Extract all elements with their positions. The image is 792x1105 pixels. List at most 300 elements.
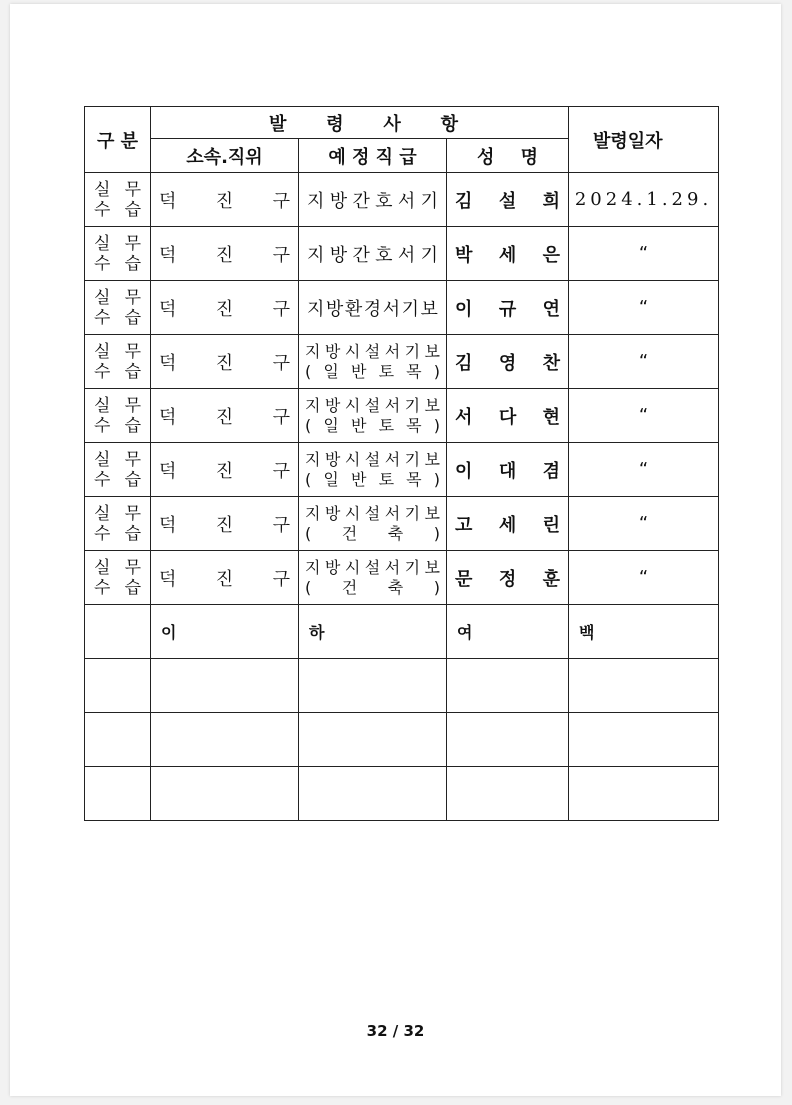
char: 기 — [420, 190, 438, 212]
char: 습 — [124, 577, 141, 598]
affiliation-text — [151, 241, 298, 267]
char: 간 — [352, 244, 370, 266]
char: 진 — [215, 352, 234, 374]
affiliation-cell — [151, 335, 299, 389]
char: 덕 — [159, 244, 177, 266]
empty-cell — [299, 659, 447, 713]
char: 무 — [124, 449, 141, 470]
category-line-2 — [85, 524, 150, 544]
char: 항 — [440, 113, 458, 135]
name-text — [447, 241, 568, 267]
char: 김 — [455, 352, 473, 374]
char: 기 — [420, 244, 438, 266]
name-text — [447, 403, 568, 429]
empty-cell — [299, 767, 447, 821]
category-cell — [85, 443, 151, 497]
char: 서 — [384, 341, 401, 361]
empty-cell — [447, 713, 569, 767]
affiliation-cell — [151, 443, 299, 497]
char: 덕 — [159, 406, 177, 428]
char: 보 — [424, 503, 440, 523]
char: 방 — [324, 557, 341, 577]
table-row — [85, 389, 719, 443]
char: 습 — [124, 469, 141, 490]
char: 보 — [424, 557, 440, 577]
affiliation-text — [151, 295, 298, 321]
char: 습 — [124, 361, 141, 382]
char: 지 — [305, 503, 321, 523]
char: 진 — [215, 406, 234, 428]
char: 간 — [352, 190, 370, 212]
name-cell — [447, 497, 569, 551]
char: 무 — [124, 395, 141, 416]
char: 보 — [424, 395, 440, 415]
grade-cell — [299, 551, 447, 605]
char: 습 — [124, 523, 141, 544]
grade-line-1 — [299, 396, 446, 416]
empty-cell — [85, 713, 151, 767]
affiliation-cell — [151, 551, 299, 605]
table-row — [85, 335, 719, 389]
char: 희 — [542, 190, 561, 212]
name-cell — [447, 281, 569, 335]
char: 덕 — [159, 514, 177, 536]
char: 실 — [94, 449, 111, 470]
char: 실 — [94, 179, 111, 200]
char: 수 — [94, 253, 111, 274]
category-line-2 — [85, 416, 150, 436]
category-cell — [85, 227, 151, 281]
char: ) — [433, 361, 440, 381]
char: 기 — [404, 341, 421, 361]
char: 구 — [272, 352, 290, 374]
char: 축 — [387, 523, 404, 543]
char: 훈 — [542, 568, 561, 590]
char: ) — [433, 523, 440, 543]
char: 반 — [350, 469, 367, 489]
char: 덕 — [159, 568, 177, 590]
header-order-details-text — [151, 110, 568, 136]
char: 구 — [272, 244, 290, 266]
grade-line-2 — [299, 578, 446, 598]
grade-line-2 — [299, 524, 446, 544]
category-line-2 — [85, 308, 150, 328]
category-line-1 — [85, 504, 150, 524]
char: 설 — [364, 449, 381, 469]
grade-cell — [299, 497, 447, 551]
char: 보 — [424, 449, 440, 469]
char: 기 — [404, 557, 421, 577]
char: 진 — [215, 244, 234, 266]
char: 방 — [329, 244, 348, 266]
grade-line-1 — [299, 504, 446, 524]
date-cell: “ — [569, 551, 719, 605]
category-cell — [85, 389, 151, 443]
char: 린 — [542, 514, 561, 536]
char: 실 — [94, 395, 111, 416]
char: 서 — [384, 503, 401, 523]
affiliation-text — [151, 349, 298, 375]
name-text — [447, 511, 568, 537]
char: 지 — [307, 298, 325, 320]
header-name-text — [447, 143, 568, 169]
char: 시 — [344, 557, 361, 577]
category-line-1 — [85, 288, 150, 308]
affiliation-cell — [151, 281, 299, 335]
affiliation-text — [151, 187, 298, 213]
name-cell — [447, 173, 569, 227]
table-row — [85, 497, 719, 551]
footer-cell — [447, 605, 569, 659]
grade-cell — [299, 389, 447, 443]
char: 발 — [269, 113, 287, 135]
date-cell: “ — [569, 443, 719, 497]
char: ( — [305, 523, 312, 543]
char: 수 — [94, 415, 111, 436]
char: 서 — [384, 395, 401, 415]
header-order-details — [151, 107, 569, 139]
char: 덕 — [159, 190, 177, 212]
char: 서 — [397, 190, 416, 212]
char: 명 — [520, 146, 539, 168]
char: 서 — [382, 298, 401, 320]
empty-cell — [151, 767, 299, 821]
grade-cell — [299, 227, 447, 281]
char: 진 — [215, 460, 234, 482]
grade-cell — [299, 443, 447, 497]
char: 서 — [384, 449, 401, 469]
date-cell: “ — [569, 389, 719, 443]
table-row-empty — [85, 713, 719, 767]
date-cell: “ — [569, 335, 719, 389]
char: 기 — [404, 395, 421, 415]
char: 덕 — [159, 352, 177, 374]
char: 목 — [406, 361, 422, 381]
char: 영 — [498, 352, 517, 374]
affiliation-text — [151, 403, 298, 429]
char: 서 — [397, 244, 416, 266]
category-line-1 — [85, 342, 150, 362]
grade-text — [299, 295, 446, 321]
date-cell: “ — [569, 281, 719, 335]
char: 은 — [542, 244, 561, 266]
empty-cell — [85, 659, 151, 713]
char: 다 — [498, 406, 517, 428]
char: 목 — [406, 415, 422, 435]
char: 반 — [350, 361, 367, 381]
char: 겸 — [542, 460, 561, 482]
char: 구 — [272, 568, 290, 590]
category-line-1 — [85, 180, 150, 200]
name-cell — [447, 443, 569, 497]
char: 일 — [323, 469, 339, 489]
category-line-2 — [85, 470, 150, 490]
char: 건 — [341, 577, 358, 597]
empty-cell — [85, 767, 151, 821]
char: 방 — [324, 503, 341, 523]
table-row — [85, 227, 719, 281]
affiliation-cell — [151, 497, 299, 551]
char: 습 — [124, 199, 141, 220]
char: 시 — [344, 395, 361, 415]
char: 실 — [94, 557, 111, 578]
char: 습 — [124, 253, 141, 274]
footer-text-4: 백 — [579, 623, 595, 642]
char: 보 — [420, 298, 438, 320]
char: 축 — [387, 577, 404, 597]
empty-cell — [569, 659, 719, 713]
char: 구 — [272, 298, 290, 320]
document-page — [10, 4, 781, 1096]
affiliation-cell — [151, 173, 299, 227]
char: 일 — [323, 415, 339, 435]
char: 수 — [94, 577, 111, 598]
table-row — [85, 443, 719, 497]
table-row — [85, 281, 719, 335]
empty-cell — [569, 713, 719, 767]
char: 습 — [124, 307, 141, 328]
category-line-1 — [85, 396, 150, 416]
category-line-2 — [85, 200, 150, 220]
char: ) — [433, 469, 440, 489]
char: 경 — [363, 298, 382, 320]
char: 이 — [455, 298, 473, 320]
char: 덕 — [159, 298, 177, 320]
char: 보 — [424, 341, 440, 361]
char: 서 — [455, 406, 473, 428]
table-row — [85, 173, 719, 227]
char: 구 — [272, 514, 290, 536]
empty-cell — [299, 713, 447, 767]
char: 무 — [124, 287, 141, 308]
char: 진 — [215, 190, 234, 212]
affiliation-cell — [151, 227, 299, 281]
char: 환 — [344, 298, 363, 320]
grade-line-1 — [299, 342, 446, 362]
char: 진 — [215, 568, 234, 590]
empty-cell — [447, 659, 569, 713]
char: 지 — [307, 190, 325, 212]
char: 고 — [455, 514, 473, 536]
char: ( — [305, 577, 312, 597]
char: 김 — [455, 190, 473, 212]
char: 연 — [542, 298, 561, 320]
char: ( — [305, 361, 312, 381]
header-category: 구 분 — [85, 107, 151, 173]
name-cell — [447, 227, 569, 281]
char: 기 — [401, 298, 419, 320]
grade-cell — [299, 281, 447, 335]
char: 설 — [364, 341, 381, 361]
affiliation-text — [151, 565, 298, 591]
char: 세 — [498, 244, 517, 266]
affiliation-cell — [151, 389, 299, 443]
grade-cell — [299, 335, 447, 389]
page-number: 32 / 32 — [366, 1022, 425, 1040]
char: 일 — [323, 361, 339, 381]
char: 토 — [378, 415, 395, 435]
table-row — [85, 551, 719, 605]
footer-cell — [151, 605, 299, 659]
char: 기 — [404, 503, 421, 523]
char: 방 — [324, 395, 341, 415]
char: 지 — [307, 244, 325, 266]
category-line-2 — [85, 578, 150, 598]
char: 시 — [344, 503, 361, 523]
char: 무 — [124, 557, 141, 578]
char: 설 — [364, 503, 381, 523]
char: 덕 — [159, 460, 177, 482]
char: 현 — [542, 406, 561, 428]
char: 찬 — [542, 352, 561, 374]
char: 방 — [324, 341, 341, 361]
grade-line-1 — [299, 558, 446, 578]
name-cell — [447, 335, 569, 389]
char: 시 — [344, 341, 361, 361]
char: 령 — [326, 113, 344, 135]
char: ) — [433, 415, 440, 435]
affiliation-text — [151, 511, 298, 537]
char: 수 — [94, 469, 111, 490]
name-text — [447, 457, 568, 483]
char: 대 — [498, 460, 517, 482]
char: 토 — [378, 361, 395, 381]
category-line-1 — [85, 234, 150, 254]
header-planned-grade: 예 정 직 급 — [299, 139, 447, 173]
empty-cell — [151, 659, 299, 713]
category-line-2 — [85, 254, 150, 274]
appointment-table — [84, 106, 719, 821]
category-line-1 — [85, 450, 150, 470]
char: 목 — [406, 469, 422, 489]
char: 지 — [305, 395, 321, 415]
char: 실 — [94, 341, 111, 362]
date-cell: “ — [569, 497, 719, 551]
char: 규 — [498, 298, 517, 320]
name-cell — [447, 389, 569, 443]
char: 무 — [124, 179, 141, 200]
category-cell — [85, 281, 151, 335]
category-line-2 — [85, 362, 150, 382]
header-name — [447, 139, 569, 173]
header-order-date — [569, 107, 719, 173]
char: 구 — [272, 406, 290, 428]
date-cell: 2024.1.29. — [569, 173, 719, 227]
footer-cell — [569, 605, 719, 659]
footer-text-1: 이 — [161, 623, 177, 642]
char: 방 — [329, 190, 348, 212]
category-cell — [85, 497, 151, 551]
char: 구 — [272, 460, 290, 482]
header-order-date-text — [569, 127, 718, 153]
char: 수 — [94, 307, 111, 328]
char: 수 — [94, 523, 111, 544]
char: 진 — [215, 514, 234, 536]
grade-text — [299, 187, 446, 213]
char: 지 — [305, 557, 321, 577]
char: 방 — [324, 449, 341, 469]
char: ( — [305, 469, 312, 489]
char: 습 — [124, 415, 141, 436]
char: 기 — [404, 449, 421, 469]
grade-line-1 — [299, 450, 446, 470]
footer-text-2: 하 — [309, 623, 325, 642]
table-row-empty — [85, 767, 719, 821]
empty-cell — [85, 605, 151, 659]
char: 세 — [498, 514, 517, 536]
char: 반 — [350, 415, 367, 435]
grade-text — [299, 241, 446, 267]
char: 호 — [375, 244, 393, 266]
category-cell — [85, 551, 151, 605]
grade-line-2 — [299, 416, 446, 436]
name-text — [447, 187, 568, 213]
char: 문 — [455, 568, 473, 590]
char: 무 — [124, 233, 141, 254]
grade-line-2 — [299, 470, 446, 490]
char: ) — [433, 577, 440, 597]
category-line-1 — [85, 558, 150, 578]
char: 박 — [455, 244, 473, 266]
char: 토 — [378, 469, 395, 489]
char: 수 — [94, 361, 111, 382]
char: 실 — [94, 503, 111, 524]
date-cell: “ — [569, 227, 719, 281]
char: 무 — [124, 341, 141, 362]
footer-cell — [299, 605, 447, 659]
char: 무 — [124, 503, 141, 524]
name-text — [447, 349, 568, 375]
affiliation-text — [151, 457, 298, 483]
char: 발령일자 — [593, 130, 663, 152]
empty-cell — [569, 767, 719, 821]
grade-line-2 — [299, 362, 446, 382]
char: 실 — [94, 287, 111, 308]
footer-text-3: 여 — [457, 623, 473, 642]
char: 서 — [384, 557, 401, 577]
char: 사 — [383, 113, 401, 135]
empty-cell — [151, 713, 299, 767]
table-row-empty — [85, 659, 719, 713]
char: 진 — [215, 298, 234, 320]
table-row-footer — [85, 605, 719, 659]
char: 지 — [305, 449, 321, 469]
char: ( — [305, 415, 312, 435]
char: 구 — [272, 190, 290, 212]
char: 실 — [94, 233, 111, 254]
char: 방 — [325, 298, 344, 320]
category-cell — [85, 335, 151, 389]
char: 설 — [364, 557, 381, 577]
char: 시 — [344, 449, 361, 469]
header-affiliation: 소속.직위 — [151, 139, 299, 173]
char: 설 — [498, 190, 517, 212]
name-text — [447, 565, 568, 591]
category-cell — [85, 173, 151, 227]
char: 이 — [455, 460, 473, 482]
char: 건 — [341, 523, 358, 543]
char: 정 — [498, 568, 517, 590]
char: 호 — [375, 190, 393, 212]
char: 지 — [305, 341, 321, 361]
empty-cell — [447, 767, 569, 821]
char: 설 — [364, 395, 381, 415]
char: 수 — [94, 199, 111, 220]
name-cell — [447, 551, 569, 605]
grade-cell — [299, 173, 447, 227]
char: 성 — [477, 146, 495, 168]
name-text — [447, 295, 568, 321]
